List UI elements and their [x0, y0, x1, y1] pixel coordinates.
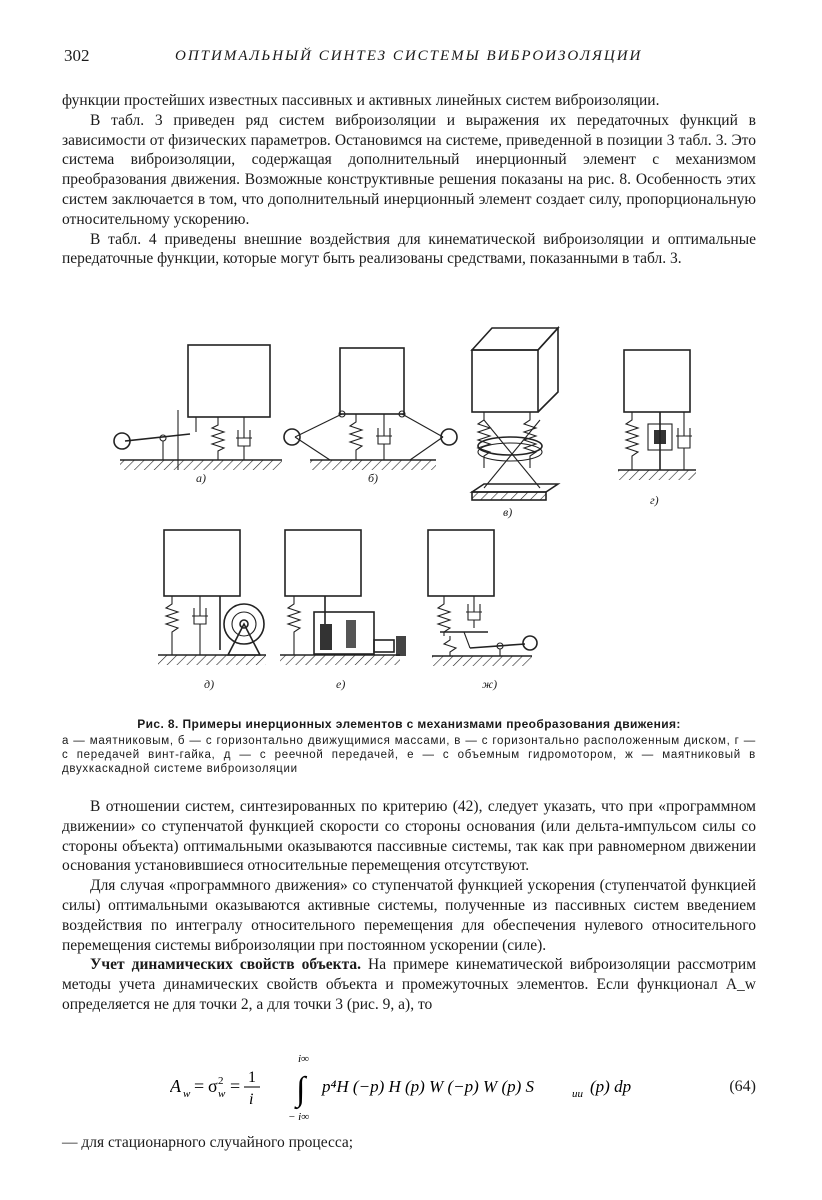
- diagram-v: [472, 328, 558, 519]
- label-zh: ж): [482, 677, 498, 691]
- eq-sigma-sub: w: [218, 1088, 226, 1100]
- equation-body: [170, 1052, 670, 1122]
- paragraph: В отношении систем, синтезированных по критерию (42), следует указать, что при «программном движении» со ступенчатой функцией скорости со стороны основания (или дельта-импульсом силы со стороны объекта) оптимальными оказываются пассивные системы, так как при равномерном движении основания установившиеся относительные перемещения отсутствуют.: [62, 798, 756, 875]
- running-title: ОПТИМАЛЬНЫЙ СИНТЕЗ СИСТЕМЫ ВИБРОИЗОЛЯЦИИ: [175, 48, 643, 64]
- eq-integrand-sub: uu: [572, 1088, 583, 1100]
- paragraph: В табл. 4 приведены внешние воздействия для кинематической виброизоляции и оптимальные передаточные функции, которые могут быть реализованы средствами, показанными в табл. 3.: [62, 230, 756, 268]
- eq-sigma-sup: 2: [218, 1075, 224, 1087]
- caption-title: Рис. 8. Примеры инерционных элементов с механизмами преобразования движения:: [137, 717, 681, 731]
- eq-integrand: p⁴H (−p) H (p) W (−p) W (p) S: [322, 1077, 535, 1096]
- diagram-g: [618, 350, 696, 507]
- svg-text:=: =: [230, 1076, 241, 1096]
- subsection-title: Учет динамических свойств объекта.: [90, 956, 361, 974]
- diagram-zh: [428, 530, 537, 691]
- diagram-e: [280, 530, 406, 691]
- figure-8: [0, 320, 822, 700]
- eq-lower-limit: − i∞: [288, 1111, 310, 1122]
- paragraph: функции простейших известных пассивных и активных линейных систем виброизоляции.: [62, 92, 660, 109]
- eq-frac-num: 1: [248, 1069, 256, 1086]
- caption-body: а — маятниковым, б — с горизонтально движущимися массами, в — с горизонтально расположенным диском, г — с передачей винт-гайка, д — с реечной передачей, е — с объемным гидромотором, ж — маятниковый в двухкаскадной системе виброизоляции: [62, 735, 756, 775]
- eq-lhs-sub: w: [183, 1088, 191, 1100]
- diagram-d: [158, 530, 266, 691]
- integral-sign: ∫: [296, 1071, 306, 1108]
- eq-sigma: σ: [208, 1076, 218, 1096]
- svg-text:=: =: [194, 1076, 205, 1096]
- label-b: б): [368, 471, 379, 485]
- subsection-text: На примере кинематической виброизоляции рассмотрим методы учета динамических свойств объекта и промежуточных элементов. Если функционал A_w определяется не для точки 2, а для точки 3 (рис. 9, а), то: [62, 956, 757, 1013]
- equation-64: [170, 1052, 756, 1122]
- label-d: д): [204, 677, 215, 691]
- label-g: г): [650, 493, 659, 507]
- diagram-a: [114, 345, 282, 485]
- label-a: а): [196, 471, 206, 485]
- top-text: [62, 91, 756, 269]
- label-v: в): [503, 505, 513, 519]
- last-line: — для стационарного случайного процесса;: [62, 1134, 354, 1151]
- paragraph: Для случая «программного движения» со ступенчатой функцией ускорения (ступенчатой функцией силы) оптимальными оказываются активные системы, полученные из пассивных систем введением воздействия по интегралу относительного перемещения для обеспечения нулевого относительного перемещения системы виброизоляции при постоянном ускорении (силе).: [62, 877, 756, 954]
- eq-upper-limit: i∞: [298, 1053, 309, 1065]
- bottom-text: [62, 797, 756, 1015]
- diagram-b: [284, 348, 457, 485]
- page-number: 302: [64, 46, 90, 65]
- label-e: е): [336, 677, 346, 691]
- paragraph: В табл. 3 приведен ряд систем виброизоляции и выражения их передаточных функций в зависимости от физических параметров. Остановимся на системе, приведенной в позиции 3 табл. 3. Это система виброизоляции, содержащая дополнительный инерционный элемент с механизмом преобразования движения. Возможные конструктивные решения показаны на рис. 8. Особенность этих систем заключается в том, что дополнительный инерционный элемент создает силу, пропорциональную относительному ускорению.: [62, 111, 756, 228]
- figure-caption: [62, 717, 756, 776]
- subsection-paragraph: [62, 955, 756, 1014]
- eq-lhs: A: [170, 1076, 181, 1096]
- eq-integrand-tail: (p) dp: [590, 1077, 632, 1096]
- equation-number: (64): [729, 1078, 756, 1095]
- eq-frac-den: i: [249, 1091, 254, 1108]
